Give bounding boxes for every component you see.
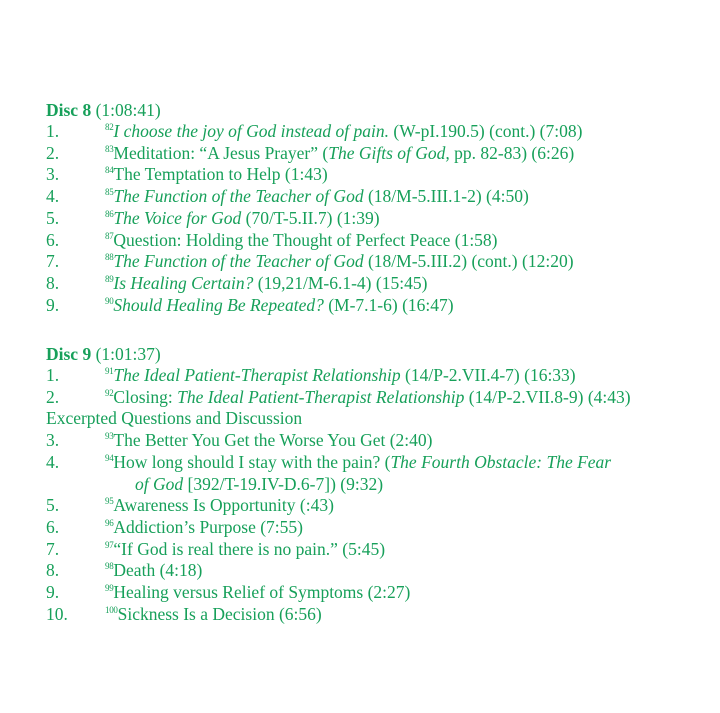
excerpted-subheading: Excerpted Questions and Discussion xyxy=(46,408,303,429)
disc-8-label: Disc 8 xyxy=(46,100,92,120)
track-entry xyxy=(46,121,696,143)
track-title-italic: The Voice for God xyxy=(113,207,242,228)
track-entry xyxy=(46,387,696,409)
track-row xyxy=(46,387,696,409)
track-row xyxy=(46,186,696,208)
track-number: 2. xyxy=(46,142,60,163)
track-entry xyxy=(46,560,696,582)
track-entry xyxy=(46,208,696,230)
track-title-italic: Is Healing Certain? xyxy=(113,272,254,293)
track-row xyxy=(46,560,696,582)
footnote-marker: 84 xyxy=(105,165,114,176)
track-row xyxy=(46,365,696,387)
track-entry xyxy=(46,273,696,295)
footnote-marker: 96 xyxy=(105,517,114,528)
track-title-italic: The Fourth Obstacle: The Fear xyxy=(390,451,612,472)
track-entry xyxy=(46,582,696,604)
track-row xyxy=(46,121,696,143)
track-row xyxy=(46,143,696,165)
track-text: “If God is real there is no pain.” (5:45) xyxy=(113,538,386,559)
footnote-marker: 97 xyxy=(105,539,114,550)
track-entry xyxy=(46,430,696,452)
track-entry xyxy=(46,604,696,626)
track-number: 8. xyxy=(46,272,60,293)
footnote-marker: 82 xyxy=(105,122,114,132)
track-number: 7. xyxy=(46,251,60,272)
track-number: 10. xyxy=(46,603,68,624)
track-row xyxy=(46,517,696,539)
disc-9-label: Disc 9 xyxy=(46,344,92,364)
track-text: (M-7.1-6) (16:47) xyxy=(323,294,454,315)
disc-8-heading xyxy=(46,99,696,121)
disc-9-track-list-b xyxy=(46,430,696,625)
track-number: 7. xyxy=(46,538,60,559)
track-number: 8. xyxy=(46,560,60,581)
disc-9-section xyxy=(46,343,696,625)
track-title-italic: The Ideal Patient-Therapist Relationship xyxy=(177,386,465,407)
track-number: 5. xyxy=(46,207,60,228)
track-text: (18/M-5.III.1-2) (4:50) xyxy=(363,186,529,207)
track-row xyxy=(46,164,696,186)
track-number: 6. xyxy=(46,516,60,537)
track-text: pp. 82-83) (6:26) xyxy=(449,142,575,163)
track-title-italic: Should Healing Be Repeated? xyxy=(113,294,324,315)
track-number: 4. xyxy=(46,451,60,472)
track-title-italic: The Function of the Teacher of God xyxy=(113,251,364,272)
disc-9-track-list-a xyxy=(46,365,696,408)
track-entry xyxy=(46,517,696,539)
track-text: The Temptation to Help (1:43) xyxy=(113,164,328,185)
footnote-marker: 86 xyxy=(105,208,114,219)
track-row xyxy=(46,604,696,626)
track-entry-continuation xyxy=(46,474,696,496)
footnote-marker: 90 xyxy=(105,295,114,306)
track-entry xyxy=(46,365,696,387)
footnote-marker: 100 xyxy=(105,604,118,615)
track-text: Question: Holding the Thought of Perfect Peace (1:58) xyxy=(113,229,498,250)
footnote-marker: 87 xyxy=(105,230,114,241)
footnote-marker: 93 xyxy=(105,431,114,442)
track-number: 1. xyxy=(46,365,60,385)
track-row xyxy=(46,295,696,317)
track-number: 9. xyxy=(46,294,60,315)
track-text: How long should I stay with the pain? ( xyxy=(113,451,391,472)
track-row xyxy=(46,230,696,252)
track-number: 4. xyxy=(46,186,60,207)
disc-8-section xyxy=(46,99,696,316)
track-entry xyxy=(46,295,696,317)
track-row xyxy=(46,539,696,561)
track-text: Sickness Is a Decision (6:56) xyxy=(117,603,322,624)
track-entry xyxy=(46,539,696,561)
track-text: Death (4:18) xyxy=(113,560,203,581)
footnote-marker: 99 xyxy=(105,583,114,594)
disc-8-duration: (1:08:41) xyxy=(95,100,161,120)
track-text: (14/P-2.VII.8-9) (4:43) xyxy=(464,386,631,407)
track-text: [392/T-19.IV-D.6-7]) (9:32) xyxy=(183,473,384,494)
track-text: Closing: xyxy=(113,386,178,407)
disc-9-heading xyxy=(46,343,696,365)
track-text: (70/T-5.II.7) (1:39) xyxy=(241,207,380,228)
track-title-italic: I choose the joy of God instead of pain. xyxy=(113,121,389,141)
track-number: 2. xyxy=(46,386,60,407)
track-entry xyxy=(46,230,696,252)
track-row xyxy=(46,430,696,452)
track-text: Meditation: “A Jesus Prayer” ( xyxy=(113,142,329,163)
disc-9-duration: (1:01:37) xyxy=(95,344,161,364)
track-text: Addiction’s Purpose (7:55) xyxy=(113,516,303,537)
footnote-marker: 85 xyxy=(105,187,114,198)
track-entry xyxy=(46,186,696,208)
track-row xyxy=(46,452,696,495)
track-title-italic: The Function of the Teacher of God xyxy=(113,186,364,207)
track-text: The Better You Get the Worse You Get (2:40) xyxy=(113,430,433,451)
track-entry xyxy=(46,495,696,517)
track-text: Healing versus Relief of Symptoms (2:27) xyxy=(113,582,411,603)
track-number: 5. xyxy=(46,495,60,516)
track-text: Awareness Is Opportunity (:43) xyxy=(113,495,334,516)
track-row xyxy=(46,251,696,273)
track-number: 9. xyxy=(46,582,60,603)
track-row xyxy=(46,273,696,295)
track-title-italic: of God xyxy=(135,473,184,494)
track-entry xyxy=(46,143,696,165)
footnote-marker: 91 xyxy=(105,366,114,376)
track-text: (14/P-2.VII.4-7) (16:33) xyxy=(400,365,576,385)
footnote-marker: 94 xyxy=(105,452,114,463)
track-entry xyxy=(46,164,696,186)
track-row xyxy=(46,495,696,517)
track-number: 3. xyxy=(46,164,60,185)
track-title-italic: The Ideal Patient-Therapist Relationship xyxy=(113,365,401,385)
disc-8-track-list xyxy=(46,121,696,316)
track-title-italic: The Gifts of God, xyxy=(328,142,450,163)
footnote-marker: 88 xyxy=(105,252,114,263)
track-text: (W-pI.190.5) (cont.) (7:08) xyxy=(389,121,583,141)
track-row xyxy=(46,208,696,230)
footnote-marker: 95 xyxy=(105,496,114,507)
track-row xyxy=(46,582,696,604)
footnote-marker: 98 xyxy=(105,561,114,572)
track-text: (18/M-5.III.2) (cont.) (12:20) xyxy=(363,251,574,272)
footnote-marker: 89 xyxy=(105,273,114,284)
footnote-marker: 83 xyxy=(105,143,114,154)
track-entry xyxy=(46,251,696,273)
track-entry xyxy=(46,452,696,474)
track-number: 1. xyxy=(46,121,60,141)
track-number: 3. xyxy=(46,430,60,451)
footnote-marker: 92 xyxy=(105,387,114,398)
track-text: (19,21/M-6.1-4) (15:45) xyxy=(253,272,428,293)
track-number: 6. xyxy=(46,229,60,250)
